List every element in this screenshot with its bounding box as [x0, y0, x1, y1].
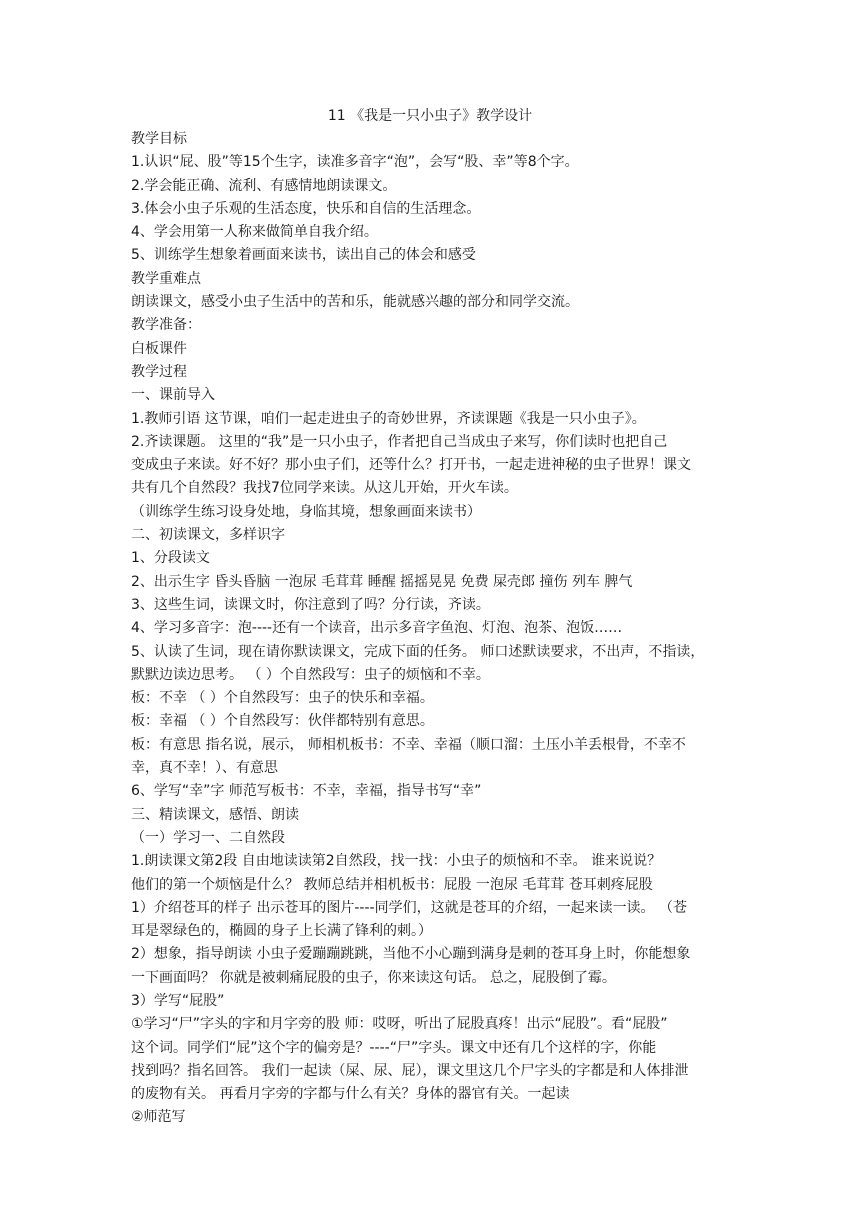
text-line: （一）学习一、二自然段 [131, 829, 285, 846]
text-line: 找到吗？指名回答。 我们一起读（屎、尿、屁），课文里这几个尸字头的字都是和人体排泄 [131, 1062, 689, 1079]
text-line: 教学准备： [131, 317, 201, 334]
text-line: 4、学习多音字：泡----还有一个读音，出示多音字鱼泡、灯泡、泡茶、泡饭…… [131, 620, 623, 637]
document-body [131, 128, 733, 1130]
text-line: 1.教师引语 这节课，咱们一起走进虫子的奇妙世界，齐读课题《我是一只小虫子》。 [131, 410, 646, 427]
text-line: 幸，真不幸！）、有意思 [131, 760, 278, 777]
text-line: 1）介绍苍耳的样子 出示苍耳的图片----同学们，这就是苍耳的介绍，一起来读一读。 （苍 [131, 899, 688, 916]
text-line: 白板课件 [131, 340, 187, 357]
text-line: 教学目标 [131, 131, 187, 147]
text-line: 三、精读课文，感悟、朗读 [131, 806, 299, 823]
text-line: 变成虫子来读。好不好？那小虫子们，还等什么？打开书，一起走进神秘的虫子世界！课文 [131, 457, 691, 474]
text-line: 5、认读了生词，现在请你默读课文，完成下面的任务。 师口述默读要求，不出声，不指读， [131, 643, 705, 660]
text-line: 二、初读课文，多样识字 [131, 527, 285, 544]
text-line: 板：有意思 指名说，展示， 师相机板书：不幸、幸福（顺口溜：土压小羊丢根骨，不幸不 [131, 736, 686, 753]
text-line: 2）想象，指导朗读 小虫子爱蹦蹦跳跳，当他不小心蹦到满身是刺的苍耳身上时，你能想象 [131, 946, 691, 963]
text-line: 2、出示生字 昏头昏脑 一泡尿 毛茸茸 睡醒 摇摇晃晃 免费 屎壳郎 撞伤 列车 脾气 [131, 573, 633, 590]
text-line: （训练学生练习设身处地，身临其境，想象画面来读书） [131, 503, 481, 520]
text-line: 这个词。同学们“屁”这个字的偏旁是？----“尸”字头。课文中还有几个这样的字，你能 [131, 1039, 657, 1056]
text-line: 1.朗读课文第2段 自由地读读第2自然段，找一找：小虫子的烦恼和不幸。 谁来说说？ [131, 853, 662, 870]
text-line: 3）学写“屁股” [131, 992, 225, 1009]
text-line: 板：不幸 （ ）个自然段写：虫子的快乐和幸福。 [131, 690, 434, 707]
text-line: 3.体会小虫子乐观的生活态度，快乐和自信的生活理念。 [131, 200, 481, 217]
text-line: 默默边读边思考。 （ ）个自然段写：虫子的烦恼和不幸。 [131, 666, 490, 683]
text-line: 一、课前导入 [131, 387, 215, 404]
text-line: 朗读课文，感受小虫子生活中的苦和乐，能就感兴趣的部分和同学交流。 [131, 294, 579, 311]
text-line: 3、这些生词，读课文时，你注意到了吗？分行读，齐读。 [131, 596, 490, 613]
text-line: 板：幸福 （ ）个自然段写：伙伴都特别有意思。 [131, 713, 434, 730]
text-line: ②师范写 [131, 1109, 186, 1126]
text-line: 一下画面吗？ 你就是被刺痛屁股的虫子，你来读这句话。 总之，屁股倒了霉。 [131, 969, 616, 986]
text-line: 2.学会能正确、流利、有感情地朗读课文。 [131, 177, 397, 194]
text-line: 耳是翠绿色的，椭圆的身子上长满了锋利的刺。） [131, 923, 432, 940]
text-line: 的废物有关。 再看月字旁的字都与什么有关？身体的器官有关。一起读 [131, 1086, 570, 1103]
text-line: 1、分段读文 [131, 550, 210, 567]
text-line: 6、学写“幸”字 师范写板书：不幸，幸福，指导书写“幸” [131, 783, 482, 800]
text-line: 共有几个自然段？我找7位同学来读。从这儿开始，开火车读。 [131, 480, 518, 497]
text-line: 2.齐读课题。 这里的“我”是一只小虫子，作者把自己当成虫子来写，你们读时也把自己 [131, 433, 668, 450]
document-title: 11 《我是一只小虫子》教学设计 [327, 108, 533, 124]
text-line: 他们的第一个烦恼是什么？ 教师总结并相机板书：屁股 一泡尿 毛茸茸 苍耳刺疼屁股 [131, 876, 653, 893]
text-line: ①学习“尸”字头的字和月字旁的股 师：哎呀，听出了屁股真疼！出示“屁股”。看“屁股” [131, 1016, 668, 1033]
text-line: 1.认识“屁、股”等15个生字，读准多音字“泡”，会写“股、幸”等8个字。 [131, 154, 579, 171]
text-line: 教学过程 [131, 363, 187, 380]
text-line: 教学重难点 [131, 270, 201, 287]
text-line: 5、训练学生想象着画面来读书，读出自己的体会和感受 [131, 247, 476, 264]
text-line: 4、学会用第一人称来做简单自我介绍。 [131, 224, 378, 241]
